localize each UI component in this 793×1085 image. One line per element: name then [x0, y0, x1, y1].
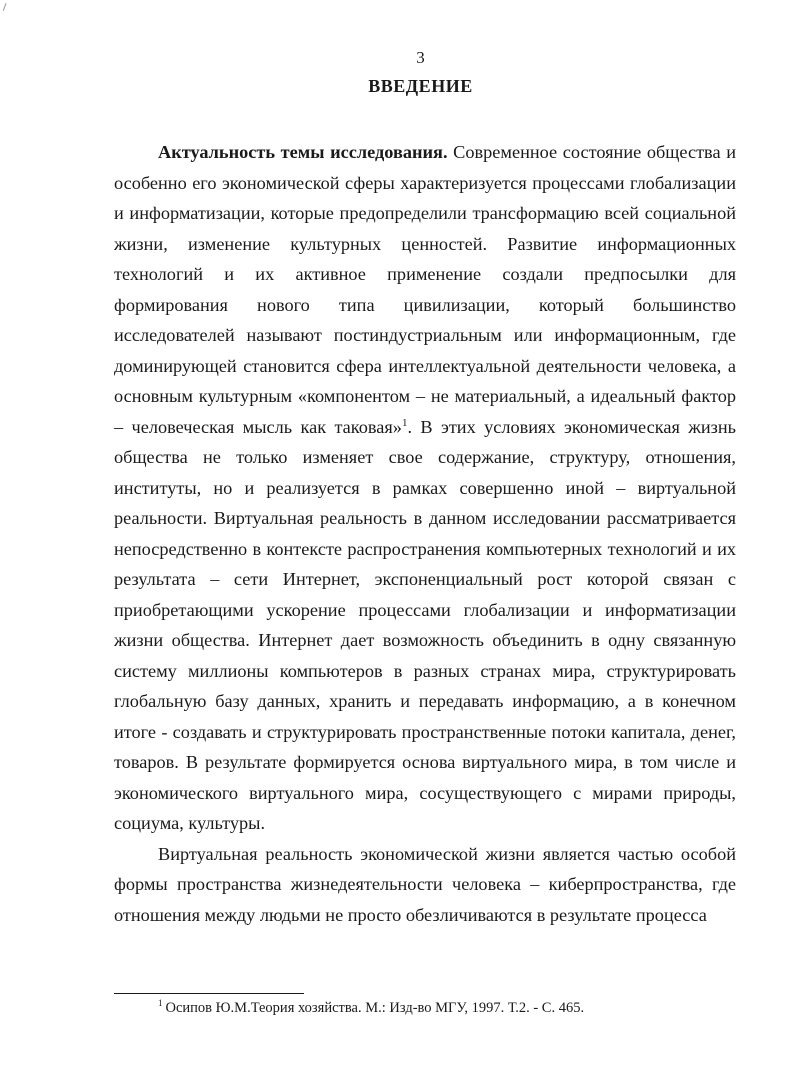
- paragraph-2: Виртуальная реальность экономической жизни является частью особой формы пространства жизнедеятельности человека – киберпространства, где отношения между людьми не просто обезличиваются в результате процесса: [114, 843, 736, 925]
- scan-speck: [3, 3, 12, 13]
- footnote-reference[interactable]: 1: [401, 416, 408, 429]
- footnote: [158, 999, 738, 1017]
- lead-phrase: Актуальность темы исследования.: [158, 142, 448, 162]
- footnote-text: Осипов Ю.М.Теория хозяйства. М.: Изд-во МГУ, 1997. Т.2. - С. 465.: [165, 1000, 585, 1016]
- paragraph-1-text-a: Современное состояние общества и особенно его экономической сферы характеризуется процессами глобализации и информатизации, которые предопределили трансформацию всей социальной жизни, изменение культурных ценностей. Развитие информационных технологий и их активное применение создали предпосылки для формирования нового типа цивилизации, который большинство исследователей называют постиндустриальным или информационным, где доминирующей становится сфера интеллектуальной деятельности человека, а основным культурным «компонентом – не материальный, а идеальный фактор – человеческая мысль как таковая»: [114, 142, 736, 437]
- paragraph-1-text-b: . В этих условиях экономическая жизнь общества не только изменяет свое содержание, структуру, отношения, институты, но и реализуется в рамках совершенно иной – виртуальной реальности. Виртуальная реальность в данном исследовании рассматривается непосредственно в контексте распространения компьютерных технологий и их результата – сети Интернет, экспоненциальный рост которой связан с приобретающими ускорение процессами глобализации и информатизации жизни общества. Интернет дает возможность объединить в одну связанную систему миллионы компьютеров в разных странах мира, структурировать глобальную базу данных, хранить и передавать информацию, а в конечном итоге - создавать и структурировать пространственные потоки капитала, денег, товаров. В результате формируется основа виртуального мира, в том числе и экономического виртуального мира, сосуществующего с мирами природы, социума, культуры.: [114, 416, 736, 833]
- section-heading: ВВЕДЕНИЕ: [368, 76, 473, 96]
- footnote-divider: [114, 993, 304, 994]
- page-number: 3: [416, 48, 425, 67]
- body-text: [114, 137, 736, 930]
- footnote-marker: 1: [158, 998, 163, 1009]
- paragraph-1: [114, 137, 736, 839]
